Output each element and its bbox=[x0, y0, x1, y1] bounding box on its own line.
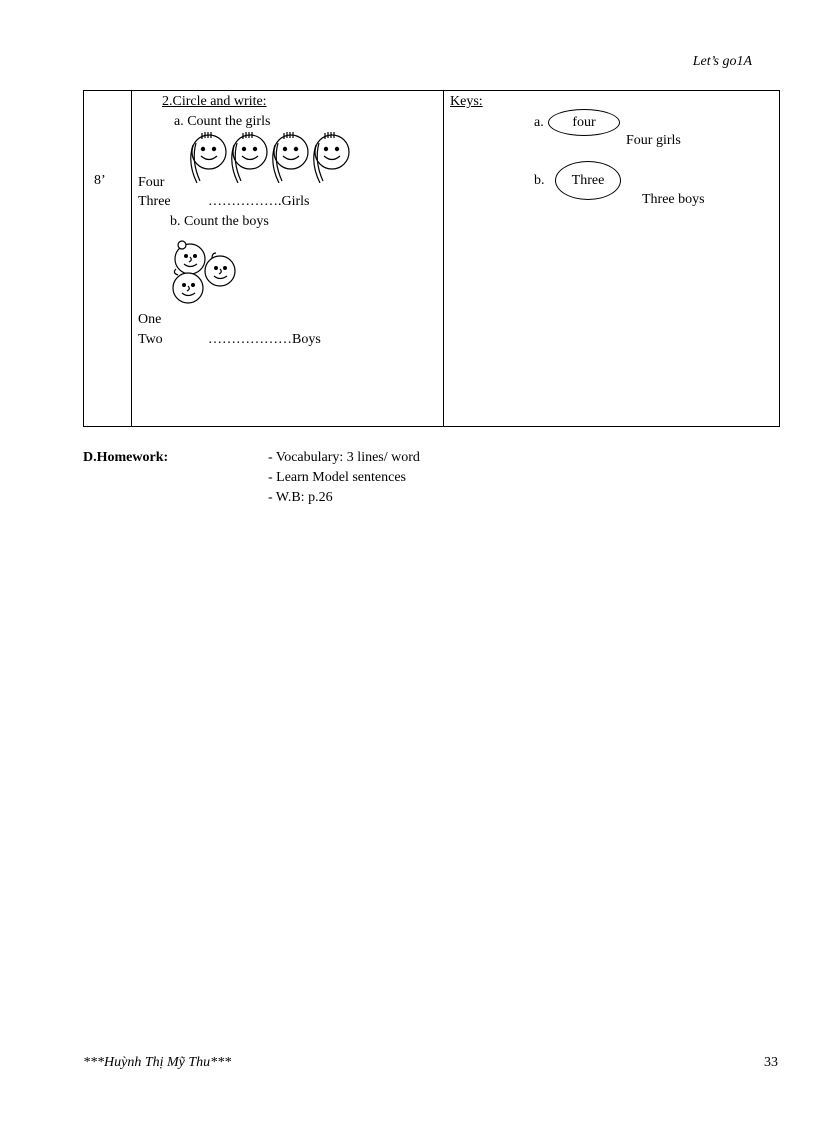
part-a-option-four: Four bbox=[138, 175, 165, 190]
header-title: Let’s go1A bbox=[692, 54, 752, 69]
boy-face-icon bbox=[174, 241, 205, 275]
part-a-label: a. Count the girls bbox=[174, 114, 271, 129]
girl-face-icon bbox=[314, 132, 349, 183]
key-b-circled-text: Three bbox=[571, 172, 605, 188]
key-b-sentence: Three boys bbox=[642, 192, 705, 207]
boy-face-icon bbox=[205, 253, 235, 286]
girl-face-icon bbox=[232, 132, 267, 183]
key-a-letter: a. bbox=[534, 115, 544, 130]
lesson-table bbox=[83, 90, 780, 427]
footer-author: ***Huỳnh Thị Mỹ Thu*** bbox=[83, 1055, 232, 1070]
homework-list bbox=[268, 450, 420, 510]
key-b-letter: b. bbox=[534, 173, 545, 188]
girl-face-icon bbox=[273, 132, 308, 183]
boy-faces-icon bbox=[170, 239, 242, 307]
part-b-option-two: Two bbox=[138, 332, 163, 347]
girl-face-icon bbox=[191, 132, 226, 183]
girl-faces-icon bbox=[184, 131, 354, 183]
key-b-circled-answer bbox=[555, 161, 621, 200]
activity-heading: 2.Circle and write: bbox=[162, 94, 267, 109]
key-a-sentence: Four girls bbox=[626, 133, 681, 148]
part-b-answer-line: ………………Boys bbox=[208, 332, 321, 347]
key-a-circled-text: four bbox=[572, 114, 596, 130]
time-cell: 8’ bbox=[94, 173, 106, 188]
homework-label: D.Homework: bbox=[83, 450, 169, 465]
keys-heading: Keys: bbox=[450, 94, 483, 109]
homework-item-model-sentences: - Learn Model sentences bbox=[268, 470, 406, 485]
homework-item-workbook: - W.B: p.26 bbox=[268, 490, 333, 505]
part-b-option-one: One bbox=[138, 312, 162, 327]
key-a-circled-answer bbox=[548, 109, 620, 136]
part-a-option-three: Three bbox=[138, 194, 171, 209]
part-b-label: b. Count the boys bbox=[170, 214, 269, 229]
page-number: 33 bbox=[764, 1055, 778, 1070]
homework-item-vocabulary: - Vocabulary: 3 lines/ word bbox=[268, 450, 420, 465]
boy-face-icon bbox=[173, 273, 203, 303]
part-a-answer-line: …………….Girls bbox=[208, 194, 310, 209]
